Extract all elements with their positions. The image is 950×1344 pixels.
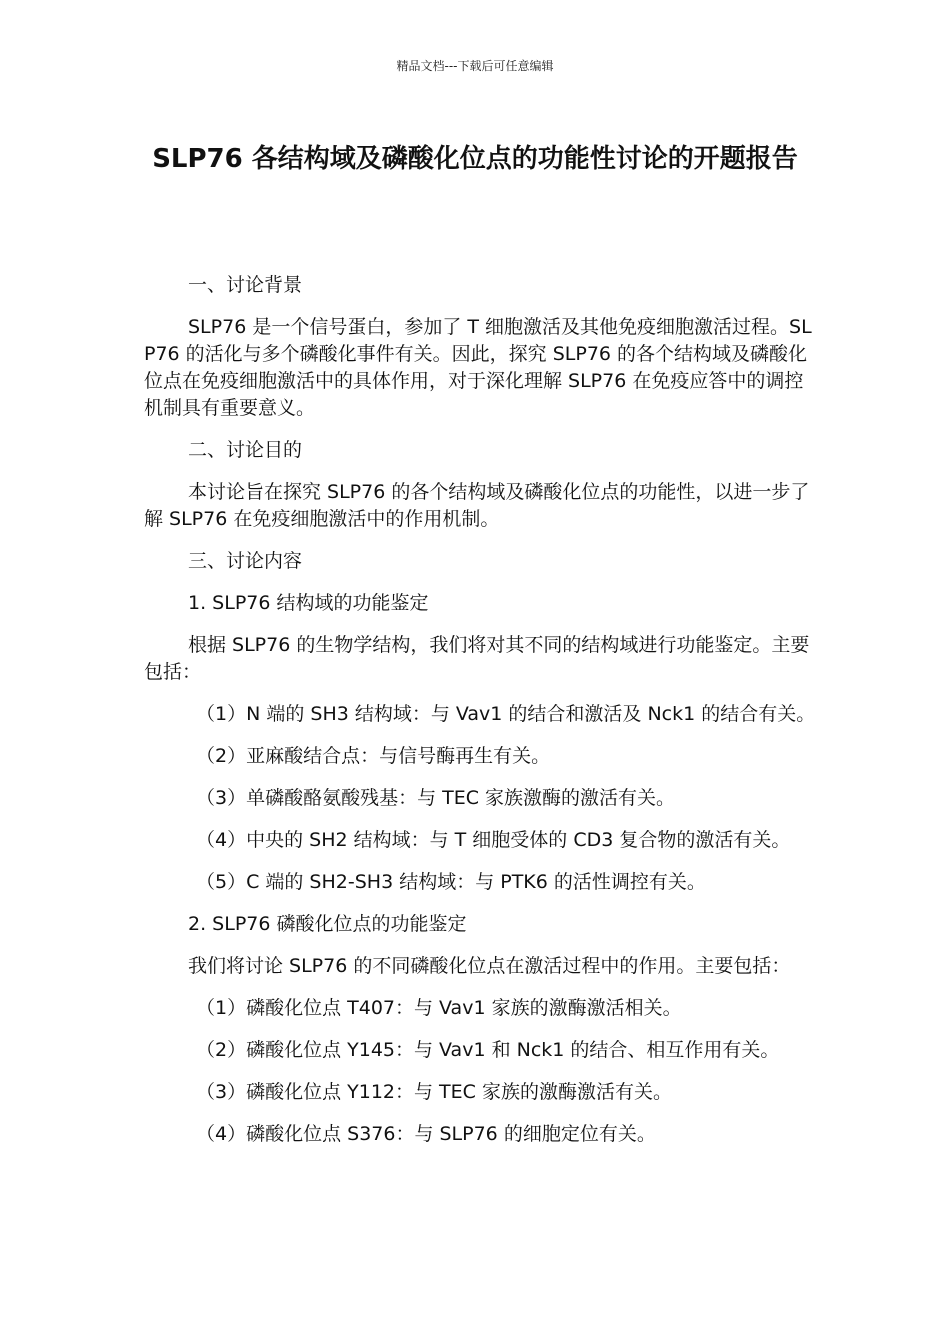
domain-list-item: （4）中央的 SH2 结构域：与 T 细胞受体的 CD3 复合物的激活有关。 bbox=[196, 829, 791, 851]
domain-list-item: （2）亚麻酸结合点：与信号酶再生有关。 bbox=[196, 745, 551, 767]
subsection-heading-domains: 1. SLP76 结构域的功能鉴定 bbox=[188, 592, 429, 614]
domains-intro-paragraph: 根据 SLP76 的生物学结构，我们将对其不同的结构域进行功能鉴定。主要包括： bbox=[144, 634, 810, 683]
background-paragraph: SLP76 是一个信号蛋白，参加了 T 细胞激活及其他免疫细胞激活过程。SLP76 的活化与多个磷酸化事件有关。因此，探究 SLP76 的各个结构域及磷酸化位点在免疫细胞激活中的具体作用，对于深化理解 SLP76 在免疫应答中的调控机制具有重要意义。 bbox=[144, 316, 812, 419]
domain-list-item: （5）C 端的 SH2-SH3 结构域：与 PTK6 的活性调控有关。 bbox=[196, 871, 706, 893]
section-heading-content: 三、讨论内容 bbox=[188, 550, 303, 572]
section-heading-goal: 二、讨论目的 bbox=[188, 439, 303, 461]
phosphorylation-list-item: （1）磷酸化位点 T407：与 Vav1 家族的激酶激活相关。 bbox=[196, 997, 682, 1019]
document-title: SLP76 各结构域及磷酸化位点的功能性讨论的开题报告 bbox=[152, 144, 798, 174]
header-note: 精品文档---下载后可任意编辑 bbox=[396, 59, 554, 73]
phosphorylation-list-item: （2）磷酸化位点 Y145：与 Vav1 和 Nck1 的结合、相互作用有关。 bbox=[196, 1039, 780, 1061]
section-heading-background: 一、讨论背景 bbox=[188, 274, 303, 296]
document-body bbox=[144, 272, 816, 1163]
domain-list-item: （1）N 端的 SH3 结构域：与 Vav1 的结合和激活及 Nck1 的结合有关。 bbox=[196, 703, 816, 725]
domain-list-item: （3）单磷酸酪氨酸残基：与 TEC 家族激酶的激活有关。 bbox=[196, 787, 676, 809]
goal-paragraph: 本讨论旨在探究 SLP76 的各个结构域及磷酸化位点的功能性，以进一步了解 SLP76 在免疫细胞激活中的作用机制。 bbox=[144, 481, 810, 530]
phosphorylation-list-item: （3）磷酸化位点 Y112：与 TEC 家族的激酶激活有关。 bbox=[196, 1081, 672, 1103]
phosphorylation-intro-paragraph: 我们将讨论 SLP76 的不同磷酸化位点在激活过程中的作用。主要包括： bbox=[188, 955, 791, 977]
subsection-heading-phosphorylation: 2. SLP76 磷酸化位点的功能鉴定 bbox=[188, 913, 467, 935]
phosphorylation-list-item: （4）磷酸化位点 S376：与 SLP76 的细胞定位有关。 bbox=[196, 1123, 656, 1145]
